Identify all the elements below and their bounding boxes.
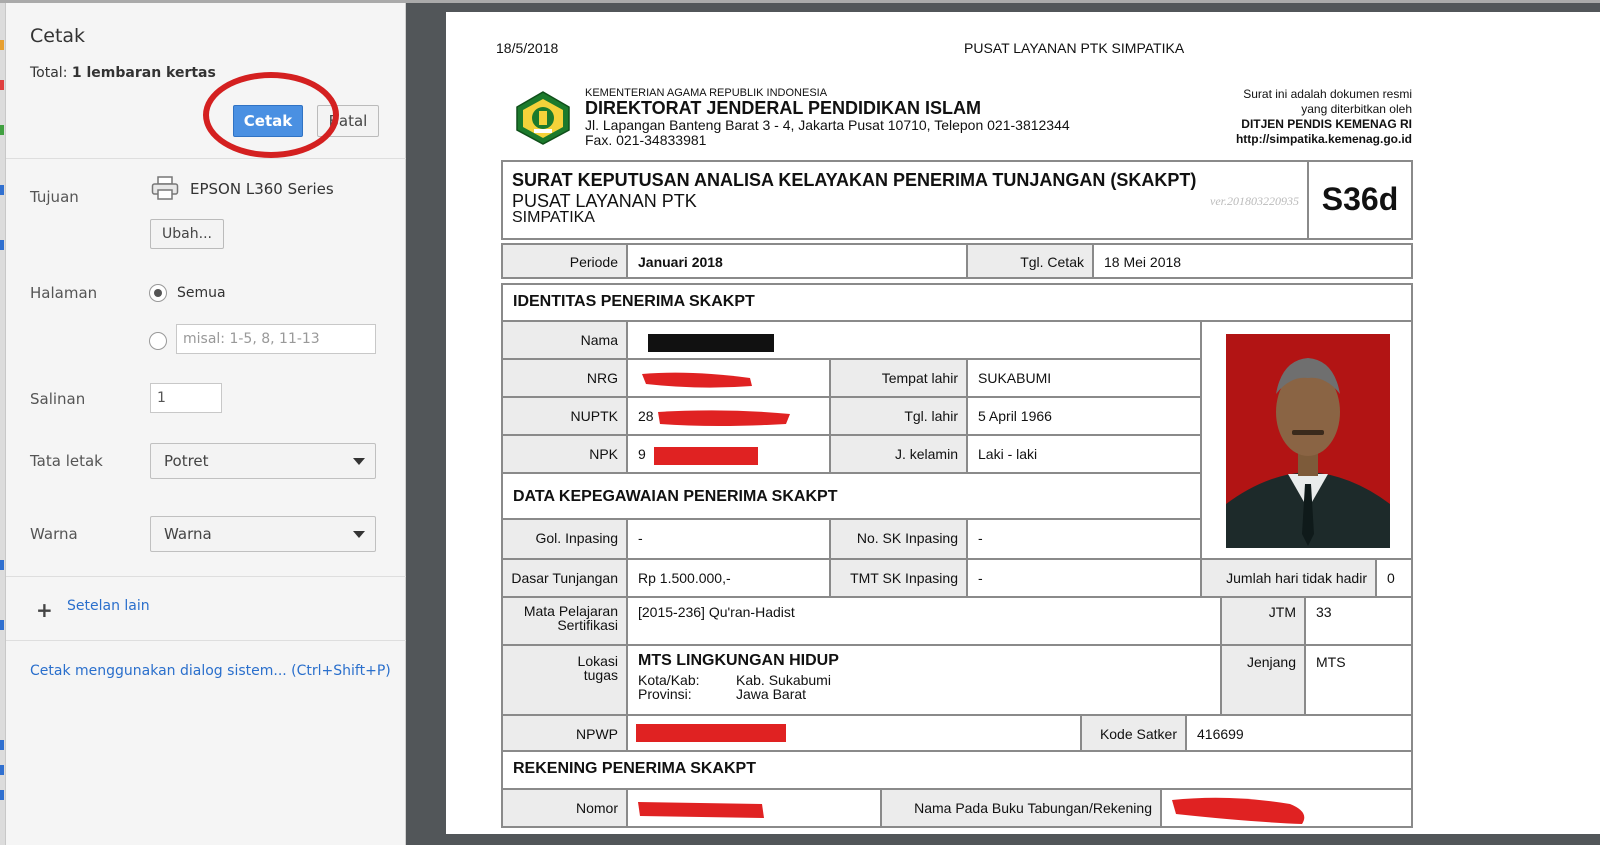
jenjang-value: MTS: [1304, 644, 1413, 716]
address: Jl. Lapangan Banteng Barat 3 - 4, Jakarta Pusat 10710, Telepon 021-3812344: [585, 117, 1070, 133]
pages-all-label: Semua: [177, 285, 226, 301]
tgl-lahir-label: Tgl. lahir: [829, 396, 968, 436]
chevron-down-icon: [353, 531, 365, 538]
nrg-label: NRG: [501, 358, 628, 398]
tgl-cetak-value: 18 Mei 2018: [1092, 243, 1413, 279]
pages-custom-radio[interactable]: [149, 332, 167, 350]
printer-name: EPSON L360 Series: [190, 180, 334, 198]
version: ver.201803220935: [1210, 194, 1299, 208]
mapel-label: [501, 596, 628, 646]
total-sheets: [30, 65, 216, 81]
note-line: DITJEN PENDIS KEMENAG RI: [1241, 117, 1412, 131]
redaction-block: [636, 724, 786, 742]
periode-value: Januari 2018: [626, 243, 968, 279]
preview-page: [446, 12, 1600, 834]
destination-label: Tujuan: [30, 188, 79, 206]
mapel-label-line: Mata Pelajaran: [523, 603, 618, 619]
redaction-block: [654, 447, 758, 465]
redaction-scribble: [1170, 794, 1320, 828]
jenjang-label: Jenjang: [1220, 644, 1306, 716]
annotation-circle: [203, 72, 339, 158]
total-value: 1 lembaran kertas: [71, 65, 216, 81]
ministry-name: KEMENTERIAN AGAMA REPUBLIK INDONESIA: [585, 87, 828, 99]
gol-value: -: [626, 518, 831, 560]
jtm-label: JTM: [1220, 596, 1306, 646]
prov-row: [638, 687, 1220, 701]
print-button[interactable]: Cetak: [233, 105, 303, 137]
kemenag-logo-icon: [514, 90, 572, 146]
redaction-scribble: [640, 368, 760, 392]
kota-row: [638, 673, 1220, 687]
nuptk-label: NUPTK: [501, 396, 628, 436]
tmt-value: -: [966, 558, 1202, 598]
lokasi-label: [501, 644, 628, 716]
nama-value: [626, 320, 1202, 360]
person-photo-icon: [1226, 334, 1390, 548]
kota-label: Kota/Kab:: [638, 672, 700, 688]
satker-value: 416699: [1185, 714, 1413, 752]
top-edge: [0, 0, 1600, 3]
tgl-lahir-value: 5 April 1966: [966, 396, 1202, 436]
system-dialog-link[interactable]: Cetak menggunakan dialog sistem... (Ctrl+Shift+P): [30, 663, 391, 679]
print-sidebar: [6, 0, 406, 845]
hari-label: Jumlah hari tidak hadir: [1200, 558, 1377, 598]
official-note: [1186, 87, 1412, 147]
doc-code: S36d: [1307, 160, 1413, 240]
npwp-label: NPWP: [501, 714, 628, 752]
nomor-value: [626, 788, 882, 828]
prov-value: Jawa Barat: [736, 686, 807, 702]
note-line: yang diterbitkan oleh: [1301, 102, 1412, 116]
fax: Fax. 021-34833981: [585, 132, 707, 148]
print-title: Cetak: [30, 25, 86, 47]
hari-value: 0: [1375, 558, 1413, 598]
periode-label: Periode: [501, 243, 628, 279]
buku-label: Nama Pada Buku Tabungan/Rekening: [880, 788, 1162, 828]
lokasi-label-line: Lokasi: [577, 653, 618, 669]
nuptk-value: [626, 396, 831, 436]
tempat-lahir-value: SUKABUMI: [966, 358, 1202, 398]
doc-subtitle: PUSAT LAYANAN PTK: [512, 191, 697, 211]
divider: [6, 158, 406, 159]
npk-prefix: 9: [638, 446, 646, 462]
npwp-value: [626, 714, 1082, 752]
redaction-scribble: [636, 798, 768, 822]
note-line: Surat ini adalah dokumen resmi: [1243, 87, 1412, 101]
title-box: [501, 160, 1309, 240]
nrg-value: [626, 358, 831, 398]
more-settings-link[interactable]: Setelan lain: [67, 598, 150, 614]
nosk-value: -: [966, 518, 1202, 560]
satker-label: Kode Satker: [1080, 714, 1187, 752]
copies-label: Salinan: [30, 390, 86, 408]
npk-value: [626, 434, 831, 474]
recipient-photo: [1226, 334, 1390, 548]
section-identity: IDENTITAS PENERIMA SKAKPT: [501, 283, 1413, 322]
kota-value: Kab. Sukabumi: [736, 672, 831, 688]
redaction-block: [648, 334, 774, 352]
section-employment: DATA KEPEGAWAIAN PENERIMA SKAKPT: [501, 472, 1202, 520]
nomor-label: Nomor: [501, 788, 628, 828]
section-account: REKENING PENERIMA SKAKPT: [501, 750, 1413, 790]
divider: [6, 576, 406, 577]
plus-icon[interactable]: +: [36, 598, 53, 622]
tmt-label: TMT SK Inpasing: [829, 558, 968, 598]
pages-range-input[interactable]: misal: 1-5, 8, 11-13: [176, 324, 376, 354]
nosk-label: No. SK Inpasing: [829, 518, 968, 560]
pages-all-radio[interactable]: [149, 284, 167, 302]
color-label: Warna: [30, 525, 78, 543]
mapel-label-line: Sertifikasi: [557, 617, 618, 633]
print-date: 18/5/2018: [496, 40, 559, 56]
redaction-scribble: [656, 406, 796, 430]
cancel-button[interactable]: Batal: [317, 105, 379, 137]
prov-label: Provinsi:: [638, 686, 692, 702]
lokasi-value: [626, 644, 1222, 716]
lokasi-label-line: tugas: [583, 667, 618, 683]
tgl-cetak-label: Tgl. Cetak: [966, 243, 1094, 279]
copies-input[interactable]: 1: [150, 383, 222, 413]
pages-label: Halaman: [30, 284, 98, 302]
layout-value: Potret: [164, 452, 209, 470]
layout-label: Tata letak: [30, 452, 103, 470]
nama-label: Nama: [501, 320, 628, 360]
change-destination-button[interactable]: Ubah...: [150, 219, 224, 249]
buku-value: [1160, 788, 1413, 828]
printer-icon: [151, 176, 179, 200]
npk-label: NPK: [501, 434, 628, 474]
nuptk-prefix: 28: [638, 408, 654, 424]
doc-subtitle: SIMPATIKA: [512, 209, 595, 226]
mapel-value: [2015-236] Qu'ran-Hadist: [626, 596, 1222, 646]
layout-select[interactable]: [150, 443, 376, 479]
jkel-value: Laki - laki: [966, 434, 1202, 474]
jtm-value: 33: [1304, 596, 1413, 646]
dasar-value: Rp 1.500.000,-: [626, 558, 831, 598]
dasar-label: Dasar Tunjangan: [501, 558, 628, 598]
tempat-lahir-label: Tempat lahir: [829, 358, 968, 398]
school-name: MTS LINGKUNGAN HIDUP: [638, 652, 839, 669]
gol-label: Gol. Inpasing: [501, 518, 628, 560]
chevron-down-icon: [353, 458, 365, 465]
directorate-name: DIREKTORAT JENDERAL PENDIDIKAN ISLAM: [585, 98, 982, 118]
page-header: PUSAT LAYANAN PTK SIMPATIKA: [964, 40, 1185, 56]
note-line: http://simpatika.kemenag.go.id: [1235, 132, 1412, 146]
color-select[interactable]: [150, 516, 376, 552]
divider: [6, 640, 406, 641]
total-label: Total:: [30, 65, 68, 81]
doc-title: SURAT KEPUTUSAN ANALISA KELAYAKAN PENERIMA TUNJANGAN (SKAKPT): [512, 170, 1197, 190]
jkel-label: J. kelamin: [829, 434, 968, 474]
color-value: Warna: [164, 525, 212, 543]
